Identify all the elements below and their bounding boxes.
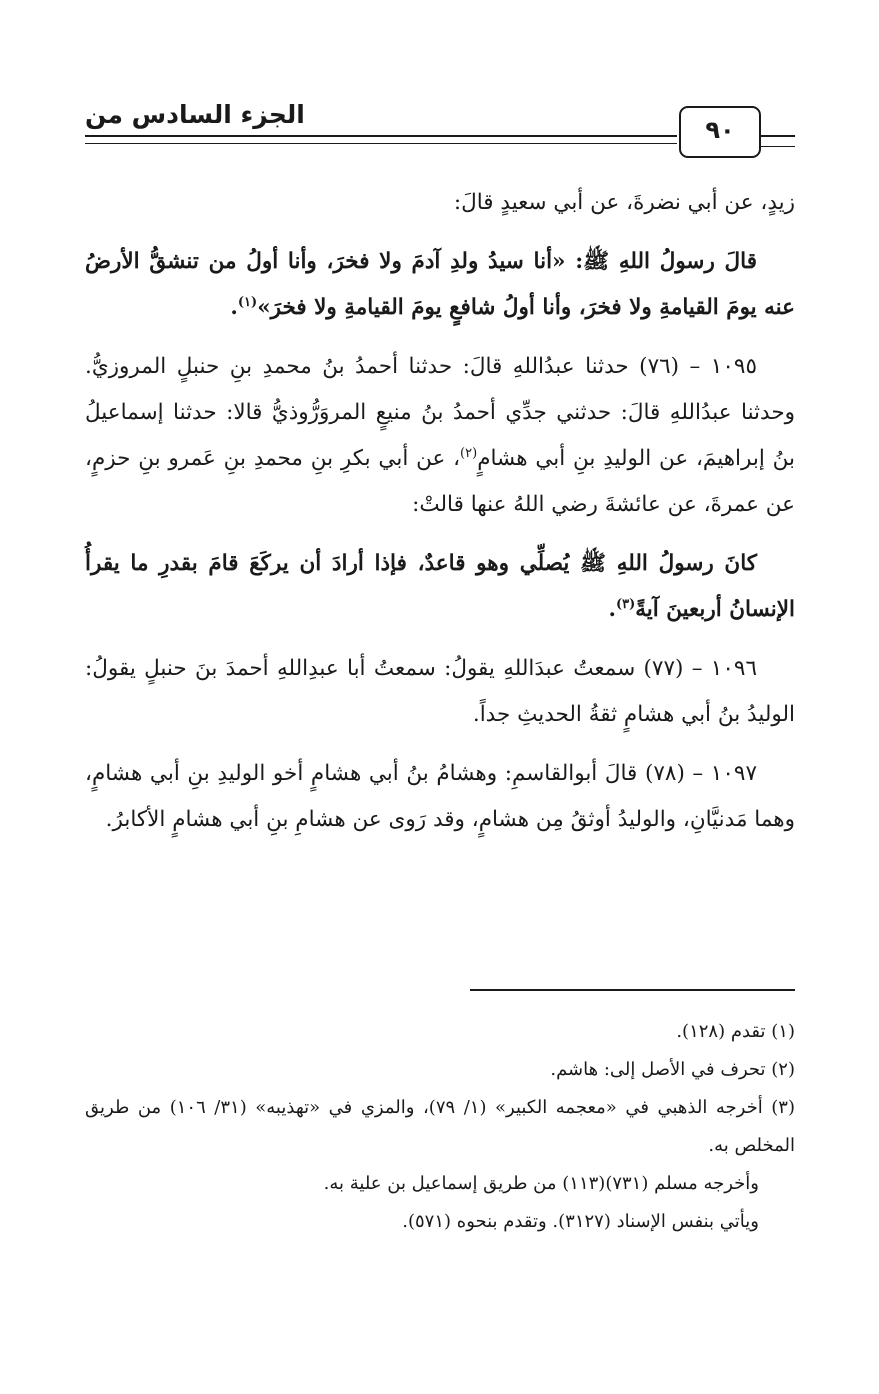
main-text [85,180,795,843]
header-rule-thin [85,143,677,144]
narration-1096: ١٠٩٦ – (٧٧) سمعتُ عبدَاللهِ يقولُ: سمعتُ أبا عبدِاللهِ أحمدَ بنَ حنبلٍ يقولُ: الوليدُ بنُ أبي هشامٍ ثقةُ الحديثِ جداً. [85,656,795,727]
header-rule-end [761,135,795,147]
page-header [85,92,795,162]
narration-1095 [85,344,795,528]
footnote-1: (١) تقدم (١٢٨). [676,1021,795,1042]
hadith-2-end: . [608,597,616,622]
footnote-3-continuation-1: وأخرجه مسلم (٧٣١)(١١٣) من طريق إسماعيل بن علية به. [323,1173,759,1194]
footnote-ref-2: (٢) [460,445,478,461]
running-header-title: الجزء السادس من [85,100,305,129]
page-number: ٩٠ [705,116,735,144]
footnotes [85,1013,795,1241]
narration-1095-text-a: ١٠٩٥ – (٧٦) حدثنا عبدُاللهِ قالَ: حدثنا أحمدُ بنُ محمدِ بنِ حنبلٍ المروزيُّ. وحدثنا عبدُاللهِ قالَ: حدثني جدِّي أحمدُ بنُ منيعٍ المروَرُّوذيُّ قالا: حدثنا إسماعيلُ بنُ إبراهيمَ، عن الوليدِ بنِ أبي هشامٍ [85,354,795,471]
footnote-3: (٣) أخرجه الذهبي في «معجمه الكبير» (١/ ٧٩)، والمزي في «تهذيبه» (٣١/ ١٠٦) من طريق المخلص به. [85,1097,795,1156]
paragraph-isnad-continuation: زيدٍ، عن أبي نضرةَ، عن أبي سعيدٍ قالَ: [453,190,795,215]
page-number-box [679,106,761,158]
hadith-text-1 [85,239,795,331]
narration-1095-text-b: ، عن أبي بكرِ بنِ محمدِ بنِ عَمرو بنِ حزمٍ، عن عمرةَ، عن عائشةَ رضي اللهُ عنها قالتْ: [85,446,795,517]
hadith-text-2 [85,541,795,633]
narration-1097: ١٠٩٧ – (٧٨) قالَ أبوالقاسمِ: وهشامُ بنُ أبي هشامٍ أخو الوليدِ بنِ أبي هشامٍ، وهما مَدنيَّانِ، والوليدُ أوثقُ مِن هشامٍ، وقد رَوى عن هشامِ بنِ أبي هشامٍ الأكابرُ. [85,761,795,832]
hadith-1-end: . [230,295,238,320]
footnote-ref-1: (١) [237,294,258,310]
footnote-3-continuation-2: ويأتي بنفس الإسناد (٣١٢٧). وتقدم بنحوه (٥٧١). [402,1211,759,1232]
footnote-separator [470,989,795,991]
hadith-1-text: قالَ رسولُ اللهِ ﷺ: «أنا سيدُ ولدِ آدمَ ولا فخرَ، وأنا أولُ من تنشقُّ الأرضُ عنه يومَ القيامةِ ولا فخرَ، وأنا أولُ شافعٍ يومَ القيامةِ ولا فخرَ» [85,249,795,320]
footnote-2: (٢) تحرف في الأصل إلى: هاشم. [550,1059,795,1080]
hadith-2-text: كانَ رسولُ اللهِ ﷺ يُصلِّي وهو قاعدٌ، فإذا أرادَ أن يركَعَ قامَ بقدرِ ما يقرأُ الإنسانُ أربعينَ آيةً [85,551,795,622]
footnote-ref-3: (٣) [615,596,636,612]
header-rule [85,135,677,137]
